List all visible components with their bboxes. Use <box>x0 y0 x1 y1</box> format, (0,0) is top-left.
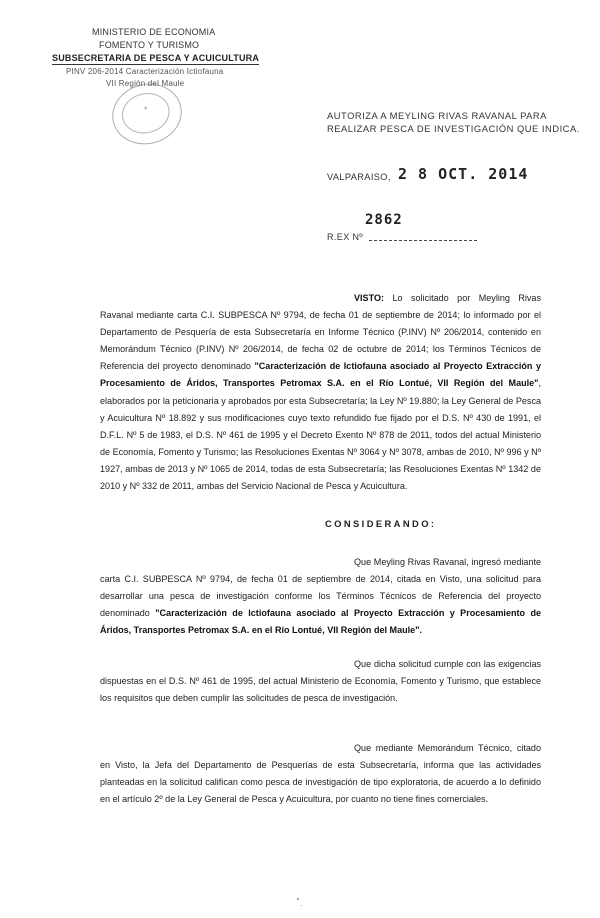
resolution-label <box>327 232 477 242</box>
visto-project-title: "Caracterización de Ictiofauna asociado al Proyecto Extracción y Procesamiento de Áridos, Transportes Petromax S.A. en el Río Lontué, VII Región del Maule" <box>100 361 541 389</box>
considerando-p1-text: Que Meyling Rivas Ravanal, ingresó mediante carta C.I. SUBPESCA Nº 9794, de fecha 01 de septiembre de 2014, citada en Visto, una solicitud para desarrollar una pesca de investigación conforme los Términos Técnicos de Referencia del proyecto denominado <box>100 557 541 619</box>
visto-text-1: Lo solicitado por Meyling Rivas Ravanal mediante carta C.I. SUBPESCA Nº 9794, de fecha 01 de septiembre de 2014; lo informado por el Departamento de Pesquería de esta Subsecretaría en Informe Técnico (P.INV) Nº 206/2014, contenido en Memorándum Técnico (P.INV) Nº 206/2014, de fecha 02 de octubre de 2014; los Términos Técnicos de Referencia del proyecto denominado <box>100 293 541 372</box>
visto-heading: VISTO: <box>354 293 384 303</box>
considerando-p1-project: "Caracterización de Ictiofauna asociado al Proyecto Extracción y Procesamiento de Áridos, Transportes Petromax S.A. en el Río Lontué, VII Región del Maule". <box>100 608 542 636</box>
subsecretaria-name: SUBSECRETARIA DE PESCA Y ACUICULTURA <box>52 53 260 63</box>
resolution-caption-line-2: REALIZAR PESCA DE INVESTIGACIÓN QUE INDICA. <box>327 123 580 134</box>
date-stamp: 2 8 OCT. 2014 <box>398 165 529 183</box>
ministry-line-1: MINISTERIO DE ECONOMIA <box>92 27 216 37</box>
scan-speck <box>297 898 299 900</box>
reference-line: PINV 206-2014 Caracterización Ictiofauna <box>66 67 224 76</box>
seal-emblem-icon: ✶ <box>142 105 149 113</box>
visto-text-2: , elaborados por la peticionaria y aprobados por esta Subsecretaría; la Ley Nº 19.880; la Ley General de Pesca y Acuicultura Nº 18.892 y sus modificaciones cuyo texto refundido fue fijado por el D.S. Nº 430 de 1991, el D.F.L. Nº 5 de 1983, el D.S. Nº 461 de 1995 y el Decreto Exento Nº 878 de 2011, todos del actual Ministerio de Economía, Fomento y Turismo; las Resoluciones Exentas Nº 3064 y Nº 3078, ambas de 2010, Nº 996 y Nº 1927, ambas de 2013 y Nº 1065 de 2014, todas de esta Subsecretaría; las Resoluciones Exentas Nº 1342 de 2010 y Nº 332 de 2011, ambas del Servicio Nacional de Pesca y Acuicultura. <box>100 378 541 492</box>
reference-line-2: VII Región del Maule <box>106 79 185 88</box>
considerando-heading: CONSIDERANDO: <box>325 518 437 529</box>
resolution-caption-line-1: AUTORIZA A MEYLING RIVAS RAVANAL PARA <box>327 110 547 121</box>
visto-paragraph <box>100 290 541 495</box>
ministry-line-2: FOMENTO Y TURISMO <box>99 40 200 50</box>
place-label: VALPARAISO, <box>327 172 391 182</box>
considerando-paragraph-3: Que mediante Memorándum Técnico, citado en Visto, la Jefa del Departamento de Pesquerías de esta Subsecretaría, informa que las actividades planteadas en la solicitud califican como pesca de investigación de tipo exploratoria, de acuerdo a lo definido en el artículo 2º de la Ley General de Pesca y Acuicultura, por cuanto no tiene fines comerciales. <box>100 743 541 805</box>
resolution-number-blank <box>369 240 477 241</box>
considerando-paragraph-2: Que dicha solicitud cumple con las exigencias dispuestas en el D.S. Nº 461 de 1995, del actual Ministerio de Economía, Fomento y Turismo, que establece los requisitos que deben cumplir las solicitudes de pesca de investigación. <box>100 659 541 704</box>
considerando-paragraph-1 <box>100 554 541 639</box>
resolution-label-text: R.EX Nº <box>327 232 364 242</box>
resolution-number: 2862 <box>365 212 403 228</box>
scan-speck <box>301 905 302 906</box>
